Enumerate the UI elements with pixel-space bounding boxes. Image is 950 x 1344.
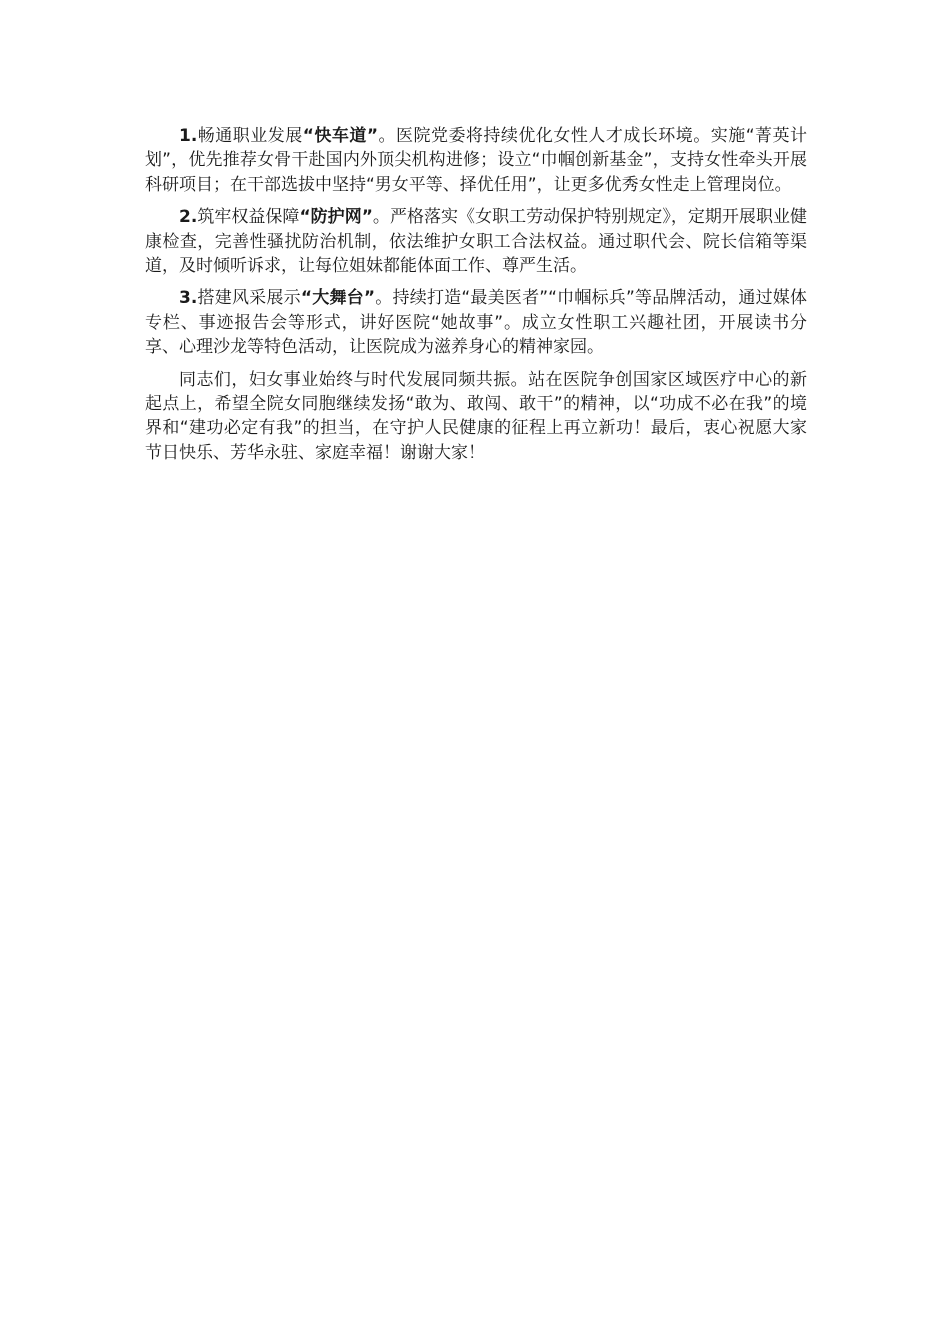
item-body: 。持续打造“最美医者”“巾帼标兵”等品牌活动，通过媒体专栏、事迹报告会等形式，讲好医院“她故事”。成立女性职工兴趣社团，开展读书分享、心理沙龙等特色活动，让医院成为滋养身心的精神家园。 [145,288,808,358]
item-number: 1. [179,126,198,146]
item-heading-title: “快车道” [302,126,379,146]
item-body: 。严格落实《女职工劳动保护特别规定》，定期开展职业健康检查，完善性骚扰防治机制，依法维护女职工合法权益。通过职代会、院长信箱等渠道，及时倾听诉求，让每位姐妹都能体面工作、尊严生活。 [145,207,807,277]
paragraph-career-fast-lane [145,124,807,197]
document-page [145,124,807,473]
item-heading: 搭建风采展示 [197,288,301,309]
paragraph-rights-protection [145,205,807,278]
item-body: 。医院党委将持续优化女性人才成长环境。实施“菁英计划”，优先推荐女骨干赴国内外顶尖机构进修；设立“巾帼创新基金”，支持女性牵头开展科研项目；在干部选拔中坚持“男女平等、择优任用”，让更多优秀女性走上管理岗位。 [145,126,807,195]
item-heading: 筑牢权益保障 [197,207,300,228]
paragraph-closing: 同志们，妇女事业始终与时代发展同频共振。站在医院争创国家区域医疗中心的新起点上，希望全院女同胞继续发扬“敢为、敢闯、敢干”的精神，以“功成不必在我”的境界和“建功必定有我”的担当，在守护人民健康的征程上再立新功！最后，衷心祝愿大家节日快乐、芳华永驻、家庭幸福！谢谢大家！ [145,369,807,463]
item-heading-title: “防护网” [299,207,373,228]
item-heading-title: “大舞台” [300,288,376,309]
paragraph-showcase-stage [145,286,807,359]
item-number: 2. [179,207,198,228]
item-heading: 畅通职业发展 [197,126,303,146]
item-number: 3. [179,288,198,309]
